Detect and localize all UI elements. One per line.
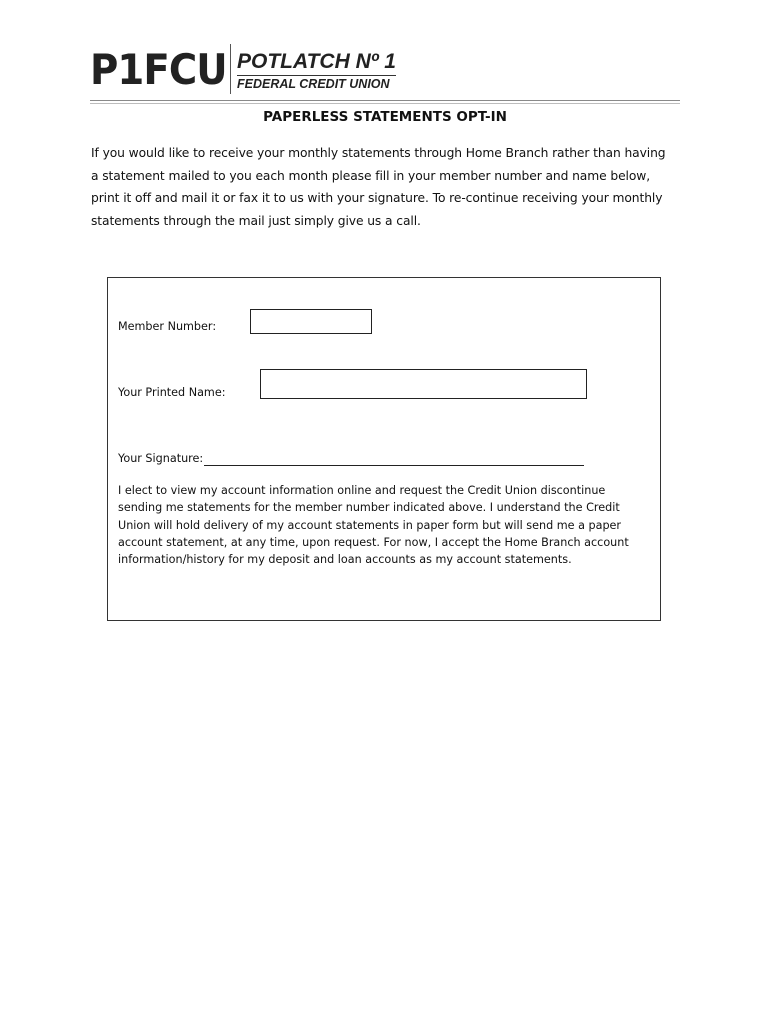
intro-line: statements through the mail just simply give us a call. [91,213,421,228]
intro-line: If you would like to receive your monthly statements through Home Branch rather than having [91,146,666,160]
signature-label: Your Signature: [118,452,204,465]
agreement-line: account statement, at any time, upon request. For now, I accept the Home Branch account [118,535,629,549]
logo-wordmark [237,44,396,92]
opt-in-form [107,277,661,621]
logo-mark: P1FCU [90,45,227,94]
credit-union-logo [90,44,396,96]
header-rule-secondary [90,103,680,104]
intro-line: print it off and mail it or fax it to us with your signature. To re-continue receiving your monthly [91,191,663,205]
member-number-field[interactable] [250,309,372,334]
member-number-label: Member Number: [118,320,217,333]
printed-name-field[interactable] [260,369,587,399]
header-rule [90,100,680,101]
signature-line[interactable] [204,451,584,466]
printed-name-label: Your Printed Name: [118,386,226,399]
agreement-line: I elect to view my account information online and request the Credit Union discontinue [118,484,606,497]
logo-divider [230,44,231,94]
agreement-line: Union will hold delivery of my account statements in paper form but will send me a paper [118,518,622,532]
agreement-line: information/history for my deposit and loan accounts as my account statements. [118,553,572,567]
logo-name-line: POTLATCH Nº 1 [237,50,396,76]
page-title: PAPERLESS STATEMENTS OPT-IN [263,109,507,125]
intro-line: a statement mailed to you each month please fill in your member number and name below, [91,168,651,183]
agreement-paragraph [118,482,658,568]
logo-subtitle-line: FEDERAL CREDIT UNION [237,77,390,91]
intro-paragraph [91,142,691,232]
agreement-line: sending me statements for the member number indicated above. I understand the Credit [118,501,620,515]
